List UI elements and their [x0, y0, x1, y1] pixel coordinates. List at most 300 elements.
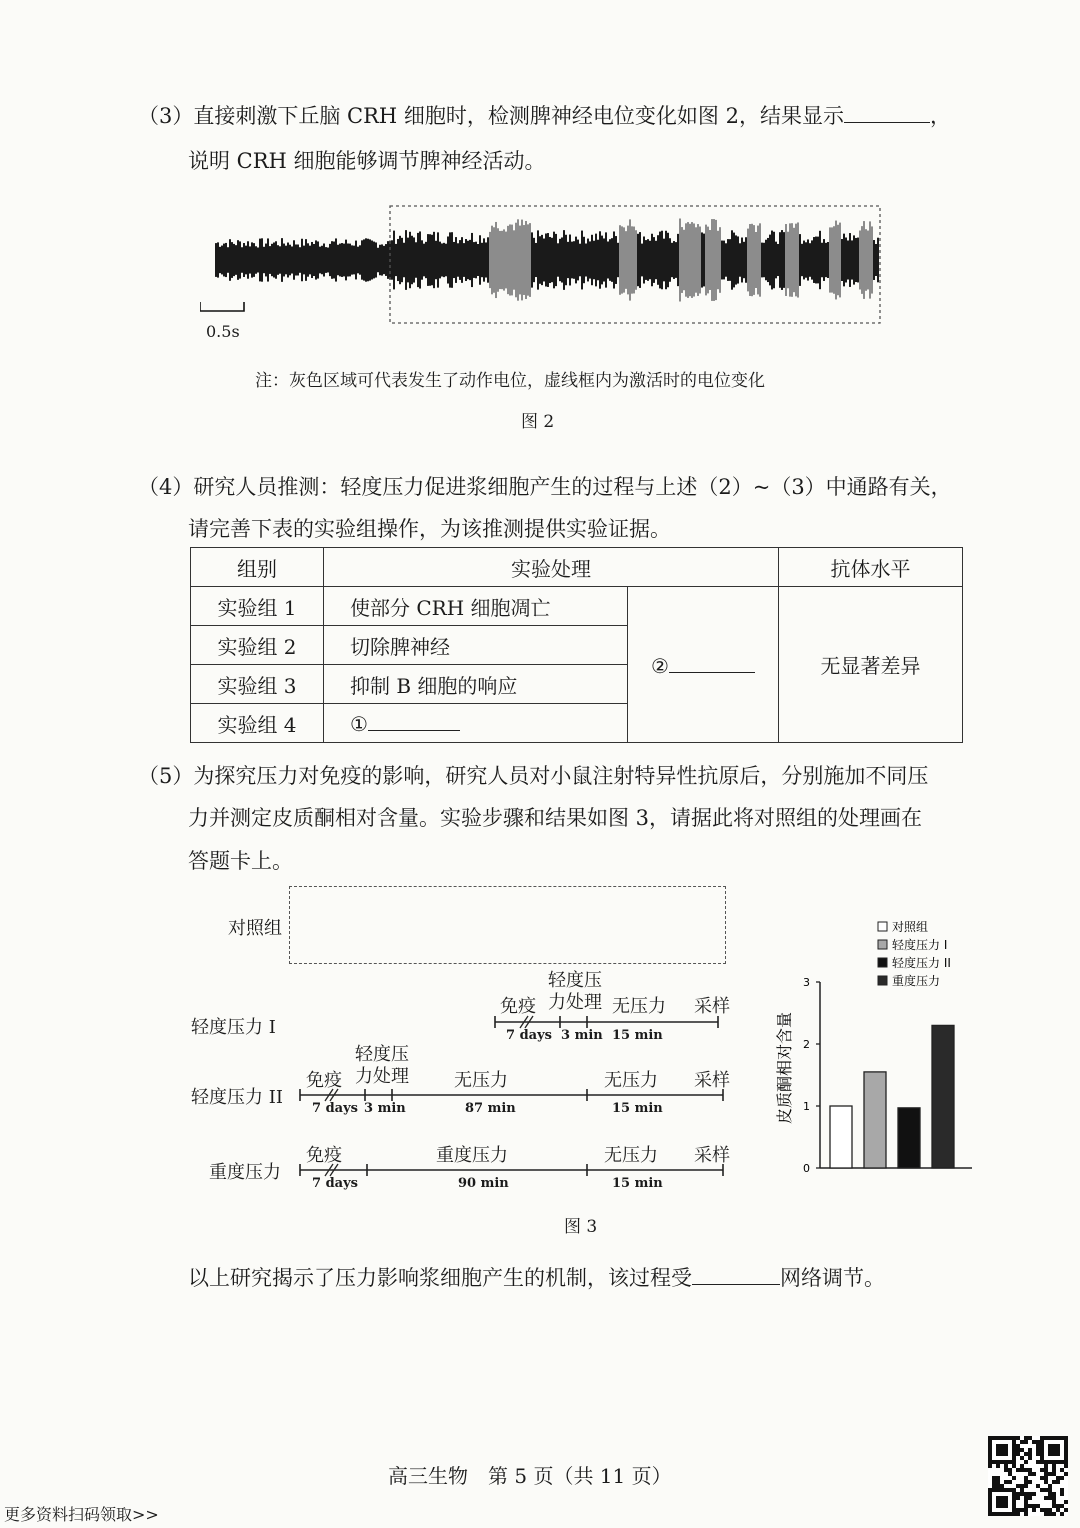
qr-module: [1028, 1452, 1032, 1456]
control-drawing-area[interactable]: [289, 886, 726, 964]
qr-module: [988, 1436, 992, 1440]
qr-module: [1016, 1508, 1020, 1512]
group-cell: 实验组 1: [191, 587, 324, 626]
qr-module: [1060, 1488, 1064, 1492]
qr-module: [988, 1444, 992, 1448]
qr-module: [1032, 1508, 1036, 1512]
qr-module: [1056, 1480, 1060, 1484]
treatment-cell: [324, 704, 628, 743]
qr-module: [1020, 1508, 1024, 1512]
qr-module: [1028, 1468, 1032, 1472]
qr-module: [1024, 1500, 1028, 1504]
legend-label: 重度压力: [892, 974, 941, 988]
qr-module: [1020, 1488, 1024, 1492]
q3-text: （3）直接刺激下丘脑 CRH 细胞时，检测脾神经电位变化如图 2，结果显示: [138, 104, 844, 128]
qr-module: [1040, 1440, 1044, 1444]
qr-module: [1044, 1512, 1048, 1516]
qr-module: [992, 1488, 996, 1492]
qr-module: [988, 1440, 992, 1444]
qr-module: [1012, 1444, 1016, 1448]
qr-module: [1008, 1472, 1012, 1476]
group-cell: 实验组 3: [191, 665, 324, 704]
qr-module: [1004, 1468, 1008, 1472]
qr-module: [1036, 1460, 1040, 1464]
tl-bottom: 7 days: [312, 1176, 358, 1191]
qr-module: [988, 1500, 992, 1504]
qr-module: [1004, 1512, 1008, 1516]
qr-module: [988, 1504, 992, 1508]
qr-module: [992, 1484, 996, 1488]
qr-module: [1064, 1460, 1068, 1464]
qr-module: [1004, 1496, 1008, 1500]
tl-top: 重度压力: [436, 1145, 508, 1166]
qr-module: [1052, 1448, 1056, 1452]
qr-module: [1012, 1492, 1016, 1496]
y-tick-label: 0: [803, 1162, 810, 1175]
treatment-cell: 切除脾神经: [324, 626, 628, 665]
qr-module: [1036, 1440, 1040, 1444]
conclusion-before: 以上研究揭示了压力影响浆细胞产生的机制，该过程受: [188, 1266, 692, 1290]
qr-module: [1044, 1508, 1048, 1512]
qr-module: [1048, 1492, 1052, 1496]
qr-module: [1060, 1512, 1064, 1516]
qr-module: [1064, 1440, 1068, 1444]
qr-module: [1012, 1476, 1016, 1480]
qr-module: [992, 1512, 996, 1516]
fig3-caption: 图 3: [564, 1217, 598, 1237]
blank-1-marker: ①: [350, 712, 368, 736]
qr-module: [1052, 1472, 1056, 1476]
qr-module: [1052, 1464, 1056, 1468]
qr-module: [988, 1496, 992, 1500]
qr-module: [1024, 1496, 1028, 1500]
tl-top: 无压力: [454, 1070, 508, 1091]
qr-module: [1012, 1456, 1016, 1460]
qr-module: [1064, 1452, 1068, 1456]
qr-module: [1012, 1440, 1016, 1444]
answer-blank-network[interactable]: [692, 1264, 780, 1285]
qr-module: [1040, 1476, 1044, 1480]
qr-module: [1064, 1472, 1068, 1476]
tl-bottom: 90 min: [458, 1176, 509, 1191]
qr-module: [1028, 1492, 1032, 1496]
qr-module: [1012, 1488, 1016, 1492]
tl-bottom: 3 min: [364, 1101, 406, 1116]
qr-module: [992, 1460, 996, 1464]
qr-module: [996, 1444, 1000, 1448]
figure-2-trace: [200, 198, 890, 333]
qr-module: [996, 1448, 1000, 1452]
qr-module: [1044, 1460, 1048, 1464]
qr-module: [1036, 1452, 1040, 1456]
qr-module: [988, 1512, 992, 1516]
y-ticks: [803, 976, 820, 1175]
qr-module: [996, 1488, 1000, 1492]
qr-module: [1040, 1444, 1044, 1448]
qr-module: [1012, 1464, 1016, 1468]
qr-module: [1000, 1436, 1004, 1440]
qr-module: [1040, 1468, 1044, 1472]
qr-module: [1060, 1468, 1064, 1472]
qr-module: [996, 1476, 1000, 1480]
tl-top: 免疫: [306, 1145, 342, 1166]
qr-module: [1020, 1464, 1024, 1468]
tl-bottom: 7 days: [506, 1028, 552, 1043]
merged-treatment-cell: [628, 587, 779, 743]
qr-module: [1012, 1504, 1016, 1508]
qr-module: [1044, 1436, 1048, 1440]
qr-module: [992, 1436, 996, 1440]
qr-module: [1048, 1448, 1052, 1452]
qr-module: [1004, 1460, 1008, 1464]
qr-module: [1028, 1496, 1032, 1500]
bars: [830, 1025, 954, 1168]
chart-legend: [878, 919, 951, 988]
tl-top: 无压力: [612, 996, 666, 1017]
qr-module: [1056, 1460, 1060, 1464]
legend-swatch: [878, 922, 887, 931]
qr-module: [1040, 1488, 1044, 1492]
qr-module: [1028, 1472, 1032, 1476]
qr-module: [1008, 1512, 1012, 1516]
tl-bottom: 87 min: [465, 1101, 516, 1116]
tl-bottom: 15 min: [612, 1176, 663, 1191]
timeline-severe-axis: [295, 1160, 730, 1184]
qr-module: [988, 1508, 992, 1512]
qr-module: [1012, 1460, 1016, 1464]
qr-module: [1012, 1500, 1016, 1504]
qr-module: [1012, 1452, 1016, 1456]
qr-module: [1004, 1452, 1008, 1456]
y-axis-label: 皮质酮相对含量: [775, 1011, 794, 1125]
qr-module: [1040, 1436, 1044, 1440]
tl-top: 采样: [694, 1145, 730, 1166]
qr-module: [1012, 1448, 1016, 1452]
qr-module: [1032, 1440, 1036, 1444]
legend-label: 轻度压力 II: [892, 956, 951, 970]
q3-line2: 说明 CRH 细胞能够调节脾神经活动。: [188, 149, 546, 173]
qr-module: [1040, 1448, 1044, 1452]
qr-module: [1060, 1476, 1064, 1480]
qr-module: [1016, 1444, 1020, 1448]
qr-module: [1024, 1484, 1028, 1488]
qr-module: [1032, 1472, 1036, 1476]
answer-blank-2[interactable]: [669, 652, 755, 673]
qr-module: [1024, 1480, 1028, 1484]
y-tick-label: 2: [803, 1038, 810, 1051]
corticosterone-bar-chart: [760, 910, 990, 1180]
qr-module: [1004, 1504, 1008, 1508]
bar-mild-1: [864, 1072, 886, 1168]
tl-top: 轻度压力处理: [548, 970, 602, 1013]
legend-swatch: [878, 976, 887, 985]
timeline-label-mild1: 轻度压力 I: [191, 1017, 276, 1038]
qr-module: [1056, 1452, 1060, 1456]
qr-module: [1024, 1460, 1028, 1464]
conclusion-line: [188, 1262, 885, 1292]
qr-module: [1056, 1508, 1060, 1512]
qr-module: [1056, 1444, 1060, 1448]
qr-module: [1028, 1436, 1032, 1440]
qr-module: [1064, 1456, 1068, 1460]
qr-module: [1016, 1448, 1020, 1452]
qr-module: [1064, 1508, 1068, 1512]
qr-module: [1064, 1464, 1068, 1468]
qr-module: [1048, 1460, 1052, 1464]
qr-module: [1020, 1492, 1024, 1496]
qr-module: [1004, 1488, 1008, 1492]
qr-module: [1040, 1460, 1044, 1464]
qr-module: [1016, 1492, 1020, 1496]
qr-module: [988, 1492, 992, 1496]
answer-blank-1[interactable]: [368, 710, 460, 731]
page-footer: 高三生物 第 5 页（共 11 页）: [388, 1464, 672, 1488]
y-tick-label: 1: [803, 1100, 810, 1113]
qr-module: [1012, 1512, 1016, 1516]
qr-module: [1044, 1480, 1048, 1484]
qr-module: [1004, 1480, 1008, 1484]
qr-module: [1024, 1440, 1028, 1444]
q3-line1: [138, 100, 951, 130]
qr-module: [1032, 1492, 1036, 1496]
qr-module: [1024, 1492, 1028, 1496]
bar-control: [830, 1106, 852, 1168]
qr-module: [1064, 1500, 1068, 1504]
qr-module: [1008, 1460, 1012, 1464]
q5-line3: 答题卡上。: [188, 849, 293, 873]
tl-bottom: 15 min: [612, 1028, 663, 1043]
qr-module: [1060, 1436, 1064, 1440]
qr-module: [1040, 1452, 1044, 1456]
header-antibody: 抗体水平: [779, 548, 963, 587]
group-cell: 实验组 4: [191, 704, 324, 743]
qr-module: [1056, 1436, 1060, 1440]
qr-module: [1000, 1452, 1004, 1456]
qr-module: [1032, 1504, 1036, 1508]
qr-module: [996, 1460, 1000, 1464]
qr-module: [1020, 1440, 1024, 1444]
legend-label: 对照组: [892, 920, 929, 934]
qr-module: [1056, 1476, 1060, 1480]
experiment-table: [190, 547, 963, 743]
q4-line2: 请完善下表的实验组操作，为该推测提供实验证据。: [188, 517, 671, 541]
qr-module: [992, 1476, 996, 1480]
treatment-cell: 抑制 B 细胞的响应: [324, 665, 628, 704]
qr-module: [1004, 1500, 1008, 1504]
tl-bottom: 15 min: [612, 1101, 663, 1116]
qr-module: [1048, 1484, 1052, 1488]
qr-module: [1036, 1444, 1040, 1448]
control-label: 对照组: [228, 918, 282, 939]
qr-module: [1028, 1480, 1032, 1484]
qr-module: [1004, 1444, 1008, 1448]
qr-module: [1028, 1448, 1032, 1452]
qr-module: [1052, 1496, 1056, 1500]
qr-module: [996, 1464, 1000, 1468]
qr-module: [1060, 1492, 1064, 1496]
tl-top: 轻度压力处理: [355, 1044, 409, 1087]
qr-module: [1064, 1444, 1068, 1448]
qr-module: [1052, 1504, 1056, 1508]
qr-module: [1056, 1504, 1060, 1508]
qr-module: [1020, 1468, 1024, 1472]
qr-module: [1004, 1464, 1008, 1468]
qr-module: [1020, 1448, 1024, 1452]
tl-top: 免疫: [500, 996, 536, 1017]
qr-module: [1064, 1436, 1068, 1440]
qr-module: [996, 1504, 1000, 1508]
qr-module: [988, 1460, 992, 1464]
qr-module: [1000, 1484, 1004, 1488]
qr-module: [1044, 1476, 1048, 1480]
qr-module: [1040, 1456, 1044, 1460]
header-treatment: 实验处理: [324, 548, 779, 587]
qr-module: [1008, 1436, 1012, 1440]
qr-module: [988, 1448, 992, 1452]
qr-module: [1036, 1484, 1040, 1488]
qr-module: [1036, 1504, 1040, 1508]
qr-module: [1044, 1496, 1048, 1500]
qr-module: [1024, 1452, 1028, 1456]
qr-module: [992, 1480, 996, 1484]
qr-module: [996, 1436, 1000, 1440]
qr-module: [988, 1464, 992, 1468]
q3-tail: ，: [929, 104, 951, 128]
qr-module: [1048, 1452, 1052, 1456]
qr-module: [1060, 1460, 1064, 1464]
qr-module: [1012, 1496, 1016, 1500]
qr-module: [1004, 1448, 1008, 1452]
qr-module: [988, 1488, 992, 1492]
qr-module: [1024, 1476, 1028, 1480]
tl-top: 采样: [694, 1070, 730, 1091]
qr-module: [1052, 1492, 1056, 1496]
q5-line2: 力并测定皮质酮相对含量。实验步骤和结果如图 3，请据此将对照组的处理画在: [188, 806, 923, 830]
qr-module: [1012, 1436, 1016, 1440]
qr-module: [996, 1484, 1000, 1488]
qr-module: [1048, 1488, 1052, 1492]
qr-module: [1004, 1436, 1008, 1440]
qr-module: [1052, 1444, 1056, 1448]
qr-module: [1012, 1508, 1016, 1512]
answer-blank[interactable]: [844, 102, 930, 123]
conclusion-after: 网络调节。: [780, 1266, 885, 1290]
qr-module: [1000, 1488, 1004, 1492]
scale-bar: [200, 302, 244, 311]
qr-module: [1028, 1504, 1032, 1508]
result-cell: 无显著差异: [779, 587, 963, 743]
qr-module: [1024, 1436, 1028, 1440]
tl-top: 采样: [694, 996, 730, 1017]
qr-module: [1048, 1508, 1052, 1512]
qr-module: [1000, 1496, 1004, 1500]
qr-module: [1052, 1500, 1056, 1504]
blank-2-marker: ②: [651, 653, 669, 678]
qr-module: [1044, 1464, 1048, 1468]
qr-module: [1044, 1468, 1048, 1472]
qr-module: [1000, 1444, 1004, 1448]
tl-bottom: 3 min: [561, 1028, 603, 1043]
legend-swatch: [878, 958, 887, 967]
qr-module: [996, 1500, 1000, 1504]
qr-module: [1016, 1512, 1020, 1516]
q4-line1: （4）研究人员推测：轻度压力促进浆细胞产生的过程与上述（2）~（3）中通路有关，: [138, 475, 952, 499]
table-row: [191, 587, 963, 626]
timeline-label-mild2: 轻度压力 II: [191, 1087, 283, 1108]
qr-module: [1056, 1448, 1060, 1452]
bar-mild-2: [898, 1108, 920, 1168]
qr-module: [996, 1512, 1000, 1516]
qr-module: [1016, 1452, 1020, 1456]
qr-module: [1052, 1468, 1056, 1472]
qr-module: [1048, 1436, 1052, 1440]
qr-module: [1008, 1488, 1012, 1492]
qr-module: [1044, 1488, 1048, 1492]
qr-module: [1000, 1504, 1004, 1508]
timeline-label-severe: 重度压力: [209, 1162, 281, 1183]
qr-module: [1000, 1448, 1004, 1452]
qr-module: [996, 1480, 1000, 1484]
qr-module: [1020, 1484, 1024, 1488]
scale-label: 0.5s: [206, 322, 240, 341]
qr-module: [1016, 1484, 1020, 1488]
bar-severe: [932, 1025, 954, 1168]
qr-module: [1000, 1460, 1004, 1464]
qr-module: [988, 1452, 992, 1456]
qr-module: [1052, 1452, 1056, 1456]
qr-code-icon[interactable]: [988, 1436, 1068, 1516]
qr-module: [1000, 1512, 1004, 1516]
qr-module: [1052, 1512, 1056, 1516]
qr-module: [1000, 1500, 1004, 1504]
tl-top: 无压力: [604, 1145, 658, 1166]
more-resources-text: 更多资料扫码领取>>: [4, 1505, 159, 1524]
fig2-note: 注：灰色区域可代表发生了动作电位，虚线框内为激活时的电位变化: [255, 371, 765, 391]
tl-top: 免疫: [306, 1070, 342, 1091]
qr-module: [1024, 1512, 1028, 1516]
fig2-caption: 图 2: [521, 412, 555, 432]
qr-module: [1052, 1436, 1056, 1440]
qr-module: [1036, 1448, 1040, 1452]
qr-module: [996, 1496, 1000, 1500]
qr-module: [1016, 1468, 1020, 1472]
treatment-cell: 使部分 CRH 细胞凋亡: [324, 587, 628, 626]
qr-module: [988, 1456, 992, 1460]
qr-module: [1040, 1508, 1044, 1512]
qr-module: [1048, 1512, 1052, 1516]
header-group: 组别: [191, 548, 324, 587]
qr-module: [1052, 1460, 1056, 1464]
qr-module: [1016, 1496, 1020, 1500]
qr-module: [1028, 1456, 1032, 1460]
legend-label: 轻度压力 I: [892, 938, 948, 952]
table-header-row: [191, 548, 963, 587]
qr-module: [996, 1452, 1000, 1456]
qr-module: [1060, 1504, 1064, 1508]
qr-module: [1024, 1504, 1028, 1508]
qr-module: [1020, 1456, 1024, 1460]
tl-top: 无压力: [604, 1070, 658, 1091]
qr-module: [1024, 1468, 1028, 1472]
qr-module: [1008, 1468, 1012, 1472]
qr-module: [1048, 1444, 1052, 1448]
q5-line1: （5）为探究压力对免疫的影响，研究人员对小鼠注射特异性抗原后，分别施加不同压: [138, 764, 929, 788]
group-cell: 实验组 2: [191, 626, 324, 665]
qr-module: [1024, 1508, 1028, 1512]
y-tick-label: 3: [803, 976, 810, 989]
qr-module: [1044, 1472, 1048, 1476]
tl-bottom: 7 days: [312, 1101, 358, 1116]
